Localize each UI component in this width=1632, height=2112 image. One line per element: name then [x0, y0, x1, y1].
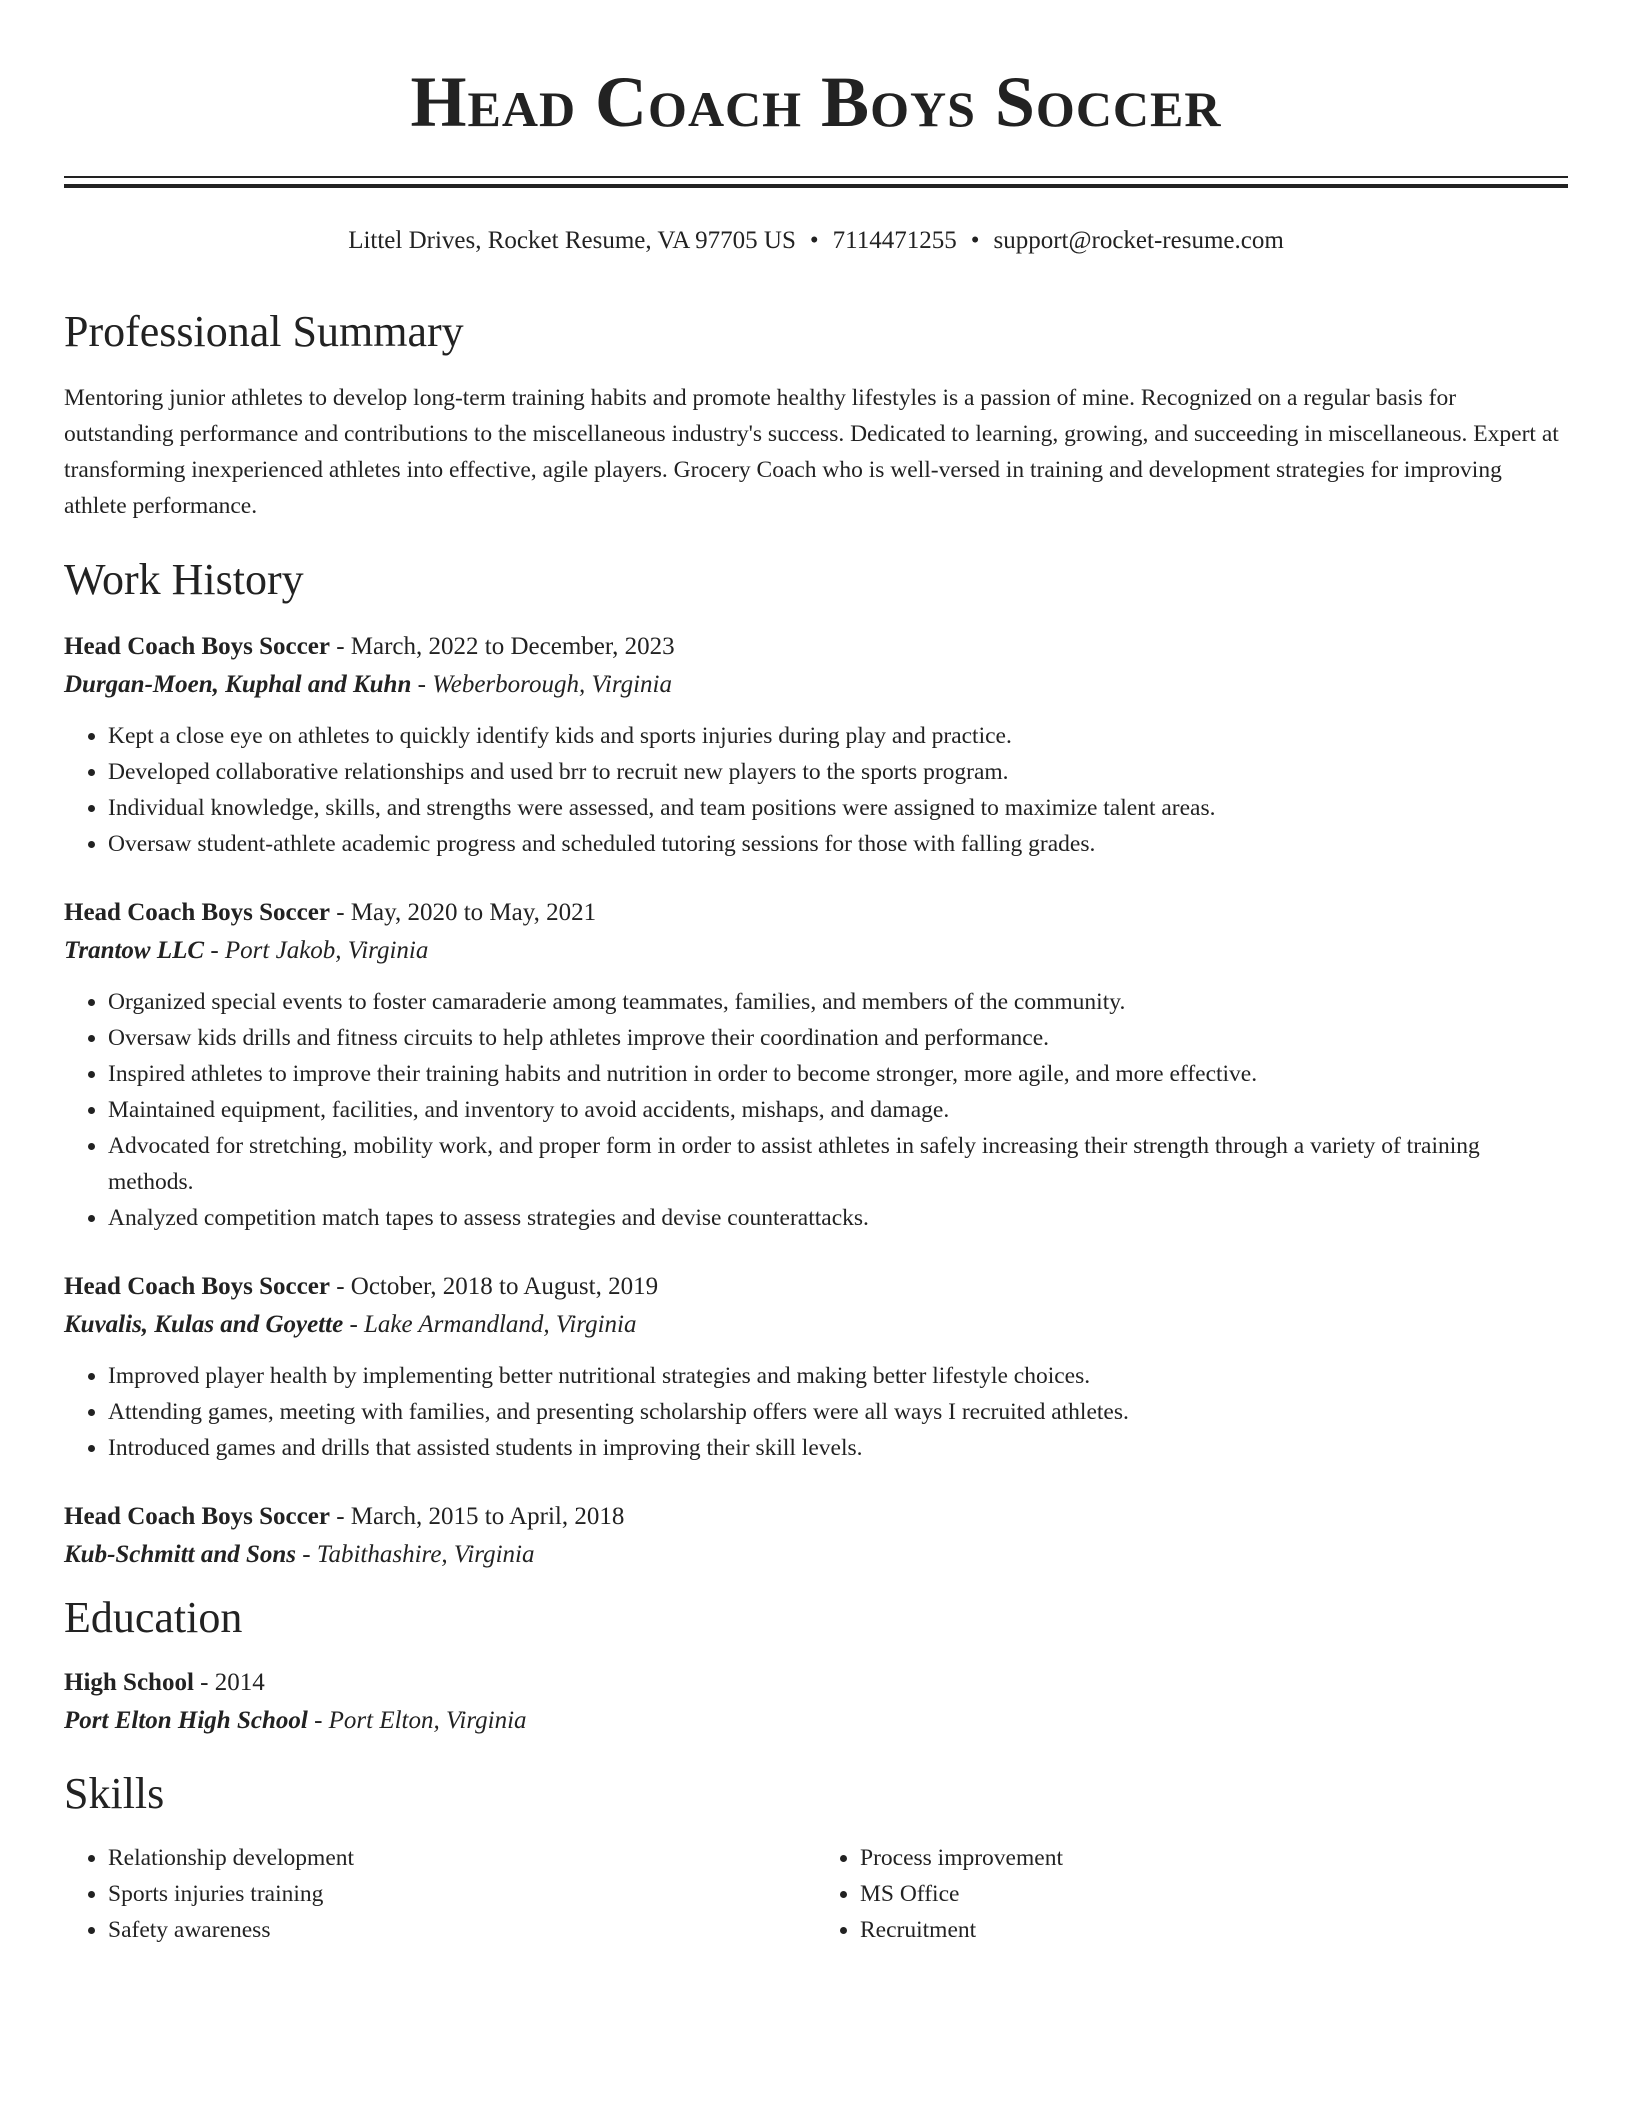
job-employer: Durgan-Moen, Kuphal and Kuhn — [64, 671, 412, 698]
job-dates: - March, 2015 to April, 2018 — [329, 1503, 625, 1530]
summary-text: Mentoring junior athletes to develop long-term training habits and promote healthy lifestyles is a passion of mine. Recognized on a regular basis for outstanding performance and contributions to the miscellaneous industry's success. Dedicated to learning, growing, and succeeding in miscellaneous. Expert at transforming inexperienced athletes into effective, agile players. Grocery Coach who is well-versed in training and development strategies for improving athlete performance. — [64, 385, 1559, 519]
job-duty-item: • Analyzed competition match tapes to assess strategies and devise counterattacks. — [108, 1200, 1568, 1236]
job-location: - Lake Armandland, Virginia — [343, 1311, 637, 1338]
resume-title: Head Coach Boys Soccer — [410, 62, 1222, 142]
job-duty-item: • Oversaw student-athlete academic progress and scheduled tutoring sessions for those with falling grades. — [108, 826, 1568, 862]
job-employer-line — [64, 932, 1568, 970]
job-location: - Weberborough, Virginia — [411, 671, 673, 698]
education-school-line — [64, 1702, 1568, 1740]
job-title-line — [64, 894, 1568, 932]
skill-item: • Sports injuries training — [108, 1876, 816, 1912]
contact-separator: • — [970, 227, 980, 254]
job-entry — [64, 894, 1568, 1236]
job-duty-item: • Kept a close eye on athletes to quickly identify kids and sports injuries during play and practice. — [108, 718, 1568, 754]
education-year: - 2014 — [193, 1669, 265, 1696]
work-history-heading: Work History — [64, 555, 304, 604]
skills-columns — [64, 1840, 1568, 1948]
skill-item: • Process improvement — [860, 1840, 1568, 1876]
skills-right-column — [816, 1840, 1568, 1948]
job-dates: - March, 2022 to December, 2023 — [329, 633, 675, 660]
job-entry — [64, 628, 1568, 862]
job-employer-line — [64, 1306, 1568, 1344]
job-title-line — [64, 1268, 1568, 1306]
job-employer-line — [64, 1536, 1568, 1574]
job-duty-item: • Individual knowledge, skills, and strengths were assessed, and team positions were assigned to maximize talent areas. — [108, 790, 1568, 826]
education-degree-line — [64, 1664, 1568, 1702]
job-duty-item: • Organized special events to foster camaraderie among teammates, families, and members of the community. — [108, 984, 1568, 1020]
title-divider — [64, 176, 1568, 188]
job-duty-item: • Improved player health by implementing better nutritional strategies and making better lifestyle choices. — [108, 1358, 1568, 1394]
job-employer: Trantow LLC — [64, 937, 205, 964]
skill-item: • MS Office — [860, 1876, 1568, 1912]
contact-email: support@rocket-resume.com — [993, 227, 1284, 254]
work-history-list — [64, 628, 1568, 1574]
job-title: Head Coach Boys Soccer — [64, 899, 330, 926]
summary-heading: Professional Summary — [64, 307, 464, 356]
contact-address: Littel Drives, Rocket Resume, VA 97705 US — [348, 227, 796, 254]
job-duty-item: • Advocated for stretching, mobility work, and proper form in order to assist athletes in safely increasing their strength through a variety of training methods. — [108, 1128, 1568, 1200]
skill-item: • Relationship development — [108, 1840, 816, 1876]
contact-line — [64, 224, 1568, 258]
contact-phone: 7114471255 — [832, 227, 957, 254]
job-duty-item: • Introduced games and drills that assisted students in improving their skill levels. — [108, 1430, 1568, 1466]
job-dates: - October, 2018 to August, 2019 — [329, 1273, 659, 1300]
job-title-line — [64, 1498, 1568, 1536]
job-title-line — [64, 628, 1568, 666]
education-degree: High School — [64, 1669, 194, 1696]
divider-thick-line — [64, 184, 1568, 188]
skills-heading: Skills — [64, 1769, 165, 1818]
job-title: Head Coach Boys Soccer — [64, 1273, 330, 1300]
job-entry — [64, 1498, 1568, 1574]
job-duties-list — [64, 984, 1568, 1236]
job-duties-list — [64, 1358, 1568, 1466]
education-school: Port Elton High School — [64, 1707, 308, 1734]
skills-left-column — [64, 1840, 816, 1948]
job-entry — [64, 1268, 1568, 1466]
contact-separator: • — [809, 227, 819, 254]
job-location: - Tabithashire, Virginia — [296, 1541, 535, 1568]
job-employer: Kuvalis, Kulas and Goyette — [64, 1311, 344, 1338]
skill-item: • Recruitment — [860, 1912, 1568, 1948]
job-duty-item: • Maintained equipment, facilities, and inventory to avoid accidents, mishaps, and damage. — [108, 1092, 1568, 1128]
job-duties-list — [64, 718, 1568, 862]
education-entry — [64, 1664, 1568, 1740]
job-duty-item: • Developed collaborative relationships and used brr to recruit new players to the sports program. — [108, 754, 1568, 790]
education-heading: Education — [64, 1593, 243, 1642]
job-location: - Port Jakob, Virginia — [204, 937, 429, 964]
job-employer: Kub-Schmitt and Sons — [64, 1541, 297, 1568]
job-duty-item: • Oversaw kids drills and fitness circuits to help athletes improve their coordination and performance. — [108, 1020, 1568, 1056]
job-duty-item: • Attending games, meeting with families, and presenting scholarship offers were all ways I recruited athletes. — [108, 1394, 1568, 1430]
job-employer-line — [64, 666, 1568, 704]
job-title: Head Coach Boys Soccer — [64, 633, 330, 660]
job-dates: - May, 2020 to May, 2021 — [329, 899, 597, 926]
skill-item: • Safety awareness — [108, 1912, 816, 1948]
education-location: - Port Elton, Virginia — [307, 1707, 527, 1734]
job-title: Head Coach Boys Soccer — [64, 1503, 330, 1530]
divider-thin-line — [64, 176, 1568, 178]
job-duty-item: • Inspired athletes to improve their training habits and nutrition in order to become stronger, more agile, and more effective. — [108, 1056, 1568, 1092]
